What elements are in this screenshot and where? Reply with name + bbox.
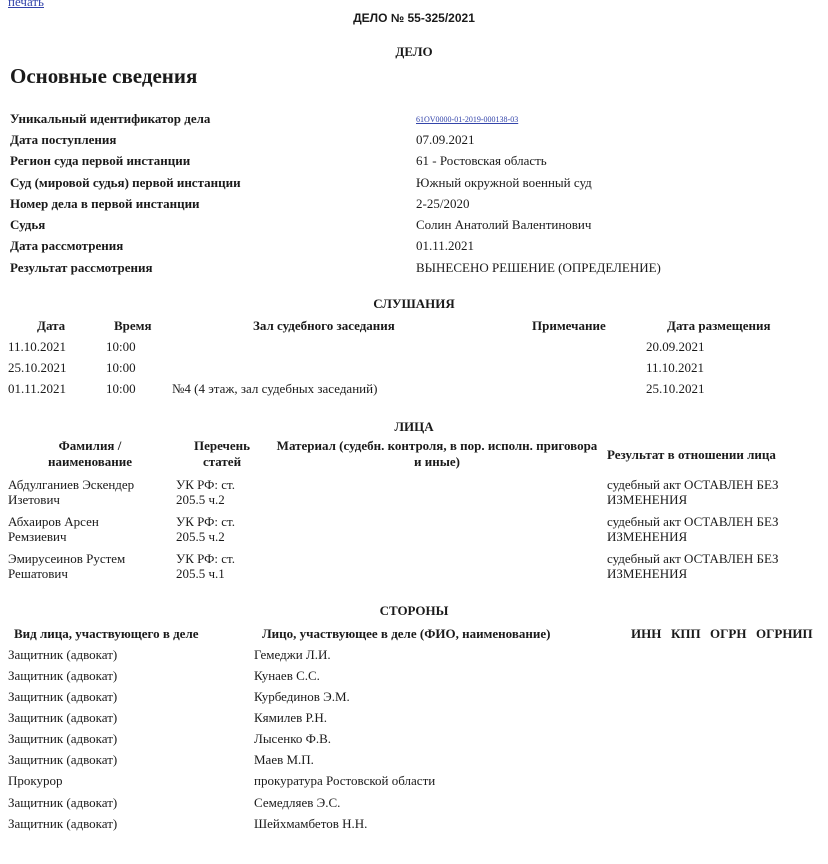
person-articles: УК РФ: ст. 205.5 ч.1 <box>176 551 235 581</box>
case-uid-link[interactable]: 61OV0000-01-2019-000138-03 <box>416 115 519 124</box>
info-value-region: 61 - Ростовская область <box>416 153 547 168</box>
person-name: Абхаиров Арсен Ремзиевич <box>8 514 99 544</box>
parties-header-inn: ИНН <box>631 626 662 641</box>
parties-header-kpp: КПП <box>671 626 701 641</box>
hearings-header-posted: Дата размещения <box>667 318 771 333</box>
info-label-review-date: Дата рассмотрения <box>10 238 124 253</box>
hearing-posted: 20.09.2021 <box>646 339 705 354</box>
party-person: Кямилев Р.Н. <box>254 710 327 725</box>
parties-header-ogrn: ОГРН <box>710 626 747 641</box>
person-result: судебный акт ОСТАВЛЕН БЕЗ ИЗМЕНЕНИЯ <box>607 477 779 507</box>
print-link[interactable]: печать <box>8 0 44 9</box>
party-person: Гемеджи Л.И. <box>254 647 331 662</box>
hearing-date: 25.10.2021 <box>8 360 67 375</box>
party-person: Семедляев Э.С. <box>254 795 341 810</box>
party-type: Защитник (адвокат) <box>8 689 118 704</box>
page-title: Основные сведения <box>10 64 198 88</box>
party-type: Защитник (адвокат) <box>8 647 118 662</box>
hearing-time: 10:00 <box>106 360 136 375</box>
hearings-header-time: Время <box>114 318 152 333</box>
party-type: Защитник (адвокат) <box>8 731 118 746</box>
info-label-region: Регион суда первой инстанции <box>10 153 191 168</box>
party-person: Лысенко Ф.В. <box>254 731 332 746</box>
section-title-case: ДЕЛО <box>395 44 433 59</box>
hearing-posted: 11.10.2021 <box>646 360 705 375</box>
section-title-persons: ЛИЦА <box>394 419 434 434</box>
hearing-time: 10:00 <box>106 381 136 396</box>
info-value-judge: Солин Анатолий Валентинович <box>416 217 592 232</box>
person-name: Эмирусеинов Рустем Решатович <box>8 551 126 581</box>
party-type: Защитник (адвокат) <box>8 795 118 810</box>
persons-header-articles: Перечень статей <box>193 438 251 469</box>
party-person: Маев М.П. <box>254 752 314 767</box>
hearing-posted: 25.10.2021 <box>646 381 705 396</box>
parties-header-person: Лицо, участвующее в деле (ФИО, наименование) <box>262 626 551 641</box>
hearings-header-note: Примечание <box>532 318 606 333</box>
case-number: ДЕЛО № 55-325/2021 <box>353 11 475 25</box>
info-label-uid: Уникальный идентификатор дела <box>10 111 211 126</box>
parties-header-ogrnip: ОГРНИП <box>756 626 813 641</box>
info-value-first-case-no: 2-25/2020 <box>416 196 470 211</box>
info-value-court: Южный окружной военный суд <box>416 175 592 190</box>
hearing-date: 01.11.2021 <box>8 381 67 396</box>
info-value-received: 07.09.2021 <box>416 132 475 147</box>
person-result: судебный акт ОСТАВЛЕН БЕЗ ИЗМЕНЕНИЯ <box>607 551 779 581</box>
person-articles: УК РФ: ст. 205.5 ч.2 <box>176 514 235 544</box>
party-person: Шейхмамбетов Н.Н. <box>254 816 368 831</box>
person-articles: УК РФ: ст. 205.5 ч.2 <box>176 477 235 507</box>
hearings-header-date: Дата <box>37 318 66 333</box>
party-type: Защитник (адвокат) <box>8 816 118 831</box>
party-type: Защитник (адвокат) <box>8 710 118 725</box>
hearing-hall: №4 (4 этаж, зал судебных заседаний) <box>172 381 378 396</box>
hearings-header-hall: Зал судебного заседания <box>253 318 395 333</box>
info-value-review-date: 01.11.2021 <box>416 238 475 253</box>
parties-header-type: Вид лица, участвующего в деле <box>14 626 199 641</box>
party-type: Прокурор <box>8 773 63 788</box>
party-person: прокуратура Ростовской области <box>254 773 436 788</box>
info-label-judge: Судья <box>10 217 46 232</box>
person-result: судебный акт ОСТАВЛЕН БЕЗ ИЗМЕНЕНИЯ <box>607 514 779 544</box>
persons-header-name: Фамилия / наименование <box>47 438 133 469</box>
section-title-parties: СТОРОНЫ <box>379 603 449 618</box>
party-type: Защитник (адвокат) <box>8 752 118 767</box>
info-label-first-case-no: Номер дела в первой инстанции <box>10 196 200 211</box>
hearing-date: 11.10.2021 <box>8 339 67 354</box>
hearing-time: 10:00 <box>106 339 136 354</box>
persons-header-result: Результат в отношении лица <box>607 447 776 462</box>
party-type: Защитник (адвокат) <box>8 668 118 683</box>
party-person: Кунаев С.С. <box>254 668 320 683</box>
section-title-hearings: СЛУШАНИЯ <box>373 296 455 311</box>
person-name: Абдулганиев Эскендер Изетович <box>8 477 135 507</box>
persons-header-material: Материал (судебн. контроля, в пор. исполн. приговора и иные) <box>276 438 598 469</box>
info-value-result: ВЫНЕСЕНО РЕШЕНИЕ (ОПРЕДЕЛЕНИЕ) <box>416 260 661 275</box>
info-label-result: Результат рассмотрения <box>10 260 153 275</box>
info-label-court: Суд (мировой судья) первой инстанции <box>10 175 241 190</box>
party-person: Курбединов Э.М. <box>254 689 350 704</box>
info-label-received: Дата поступления <box>10 132 117 147</box>
